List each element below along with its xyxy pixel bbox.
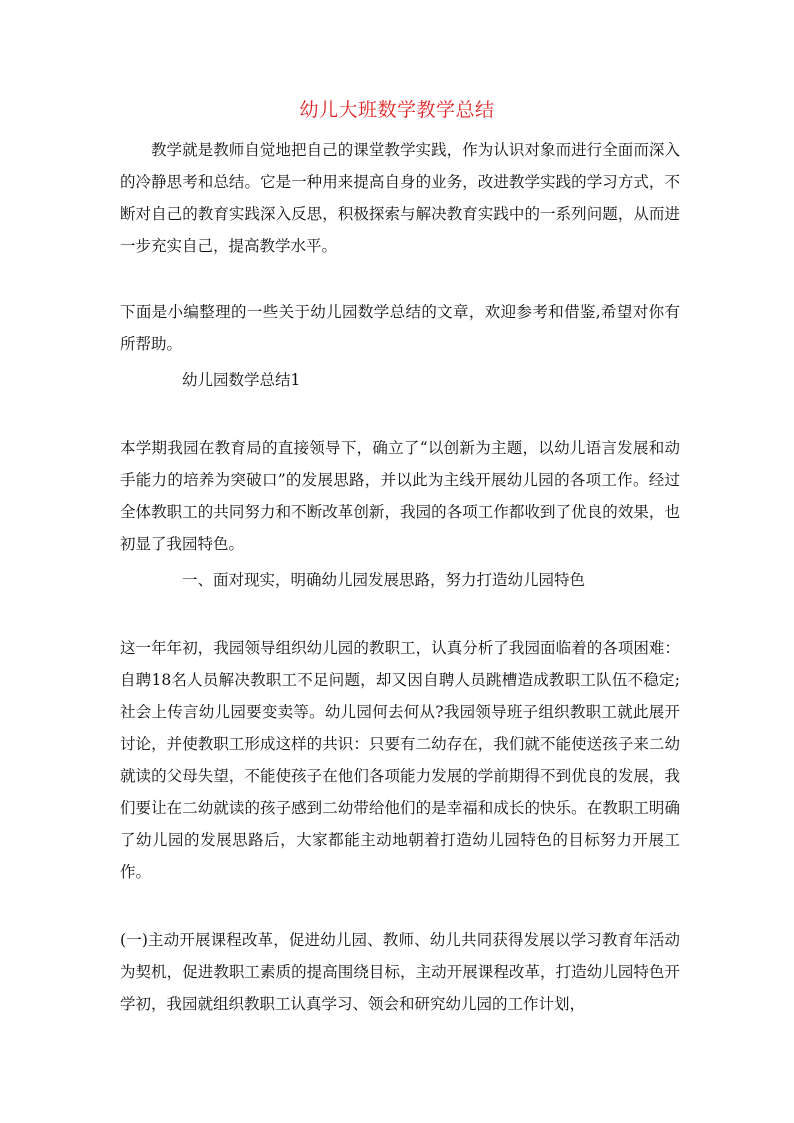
- intro-paragraph: 教学就是教师自觉地把自己的课堂教学实践，作为认识对象而进行全面而深入的冷静思考和总结。它是一种用来提高自身的业务，改进教学实践的学习方式，不断对自己的教育实践深入反思，积极探索与解决教育实践中的一系列问题，从而进一步充实自己，提高教学水平。: [120, 141, 680, 255]
- heading-1: 一、面对现实，明确幼儿园发展思路，努力打造幼儿园特色: [182, 571, 586, 589]
- lead-paragraph: 下面是小编整理的一些关于幼儿园数学总结的文章，欢迎参考和借鉴,希望对你有所帮助。: [120, 303, 680, 353]
- section-intro-paragraph: 本学期我园在教育局的直接领导下，确立了“以创新为主题，以幼儿语言发展和动手能力的培养为突破口”的发展思路，并以此为主线开展幼儿园的各项工作。经过全体教职工的共同努力和不断改革创新，我园的各项工作都收到了优良的效果，也初显了我园特色。: [120, 439, 680, 553]
- body-paragraph-1: 这一年年初，我园领导组织幼儿园的教职工，认真分析了我园面临着的各项困难：自聘18名人员解决教职工不足问题，却又因自聘人员跳槽造成教职工队伍不稳定;社会上传言幼儿园要变卖等。幼儿园何去何从?我园领导班子组织教职工就此展开讨论，并使教职工形成这样的共识：只要有二幼存在，我们就不能使送孩子来二幼就读的父母失望，不能使孩子在他们各项能力发展的学前期得不到优良的发展，我们要让在二幼就读的孩子感到二幼带给他们的是幸福和成长的快乐。在教职工明确了幼儿园的发展思路后，大家都能主动地朝着打造幼儿园特色的目标努力开展工作。: [120, 639, 680, 881]
- section-title: 幼儿园数学总结1: [182, 371, 301, 389]
- document-title: 幼儿大班数学教学总结: [299, 99, 495, 121]
- body-paragraph-2: (一)主动开展课程改革，促进幼儿园、教师、幼儿共同获得发展以学习教育年活动为契机，促进教职工素质的提高围绕目标，主动开展课程改革，打造幼儿园特色开学初，我园就组织教职工认真学习、领会和研究幼儿园的工作计划，: [120, 931, 680, 1013]
